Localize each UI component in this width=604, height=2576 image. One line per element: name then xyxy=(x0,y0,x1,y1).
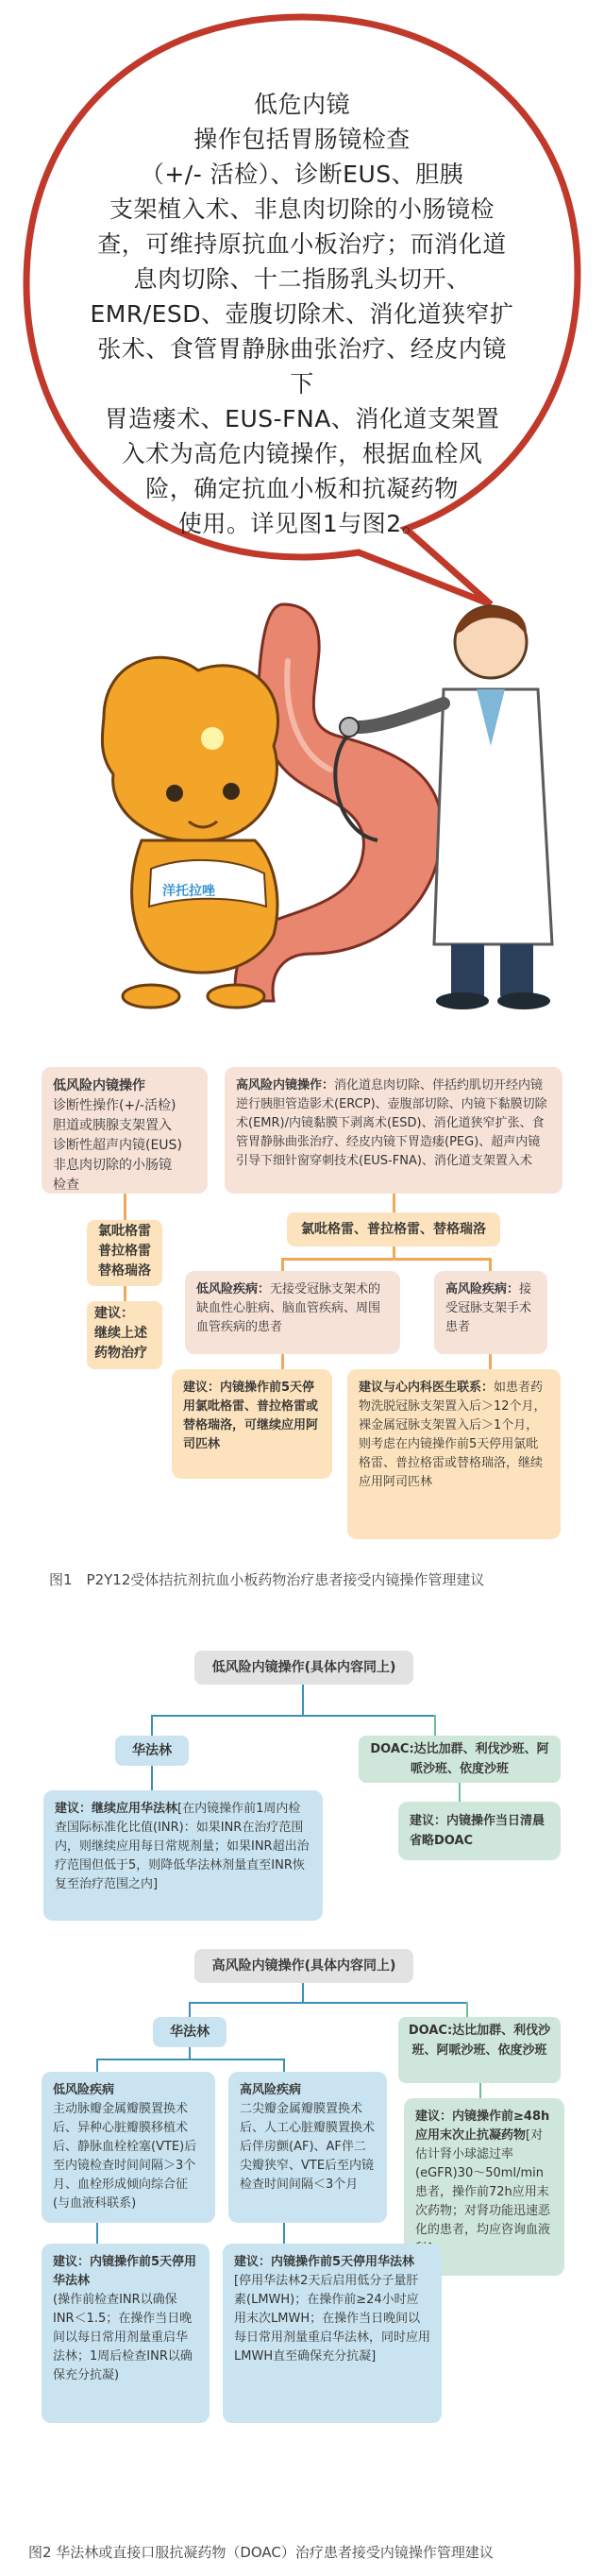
advice-high-title: 建议与心内科医生联系： xyxy=(359,1381,495,1395)
advice-text: (操作前检查INR以确保INR＜1.5；在操作当日晚间以每日常用剂量重启华法林；1周后检查INR以确保充分抗凝) xyxy=(53,2293,193,2382)
f2-low-risk-disease xyxy=(42,2072,215,2223)
advice-text: [对估计肾小球滤过率(eGFR)30～50ml/min患者，操作前72h应用末次药物；对肾功能迅速恶化的患者，均应咨询血液 xyxy=(415,2128,551,2237)
connector xyxy=(151,1766,153,1790)
figure-1-caption: 图1 P2Y12受体拮抗剂抗血小板药物治疗患者接受内镜操作管理建议 xyxy=(49,1571,485,1588)
f2-high-risk-title: 高风险内镜操作(具体内容同上) xyxy=(194,1949,413,1983)
disease-text: 主动脉瓣金属瓣膜置换术后、异种心脏瓣膜移植术后、静脉血栓栓塞(VTE)后至内镜检查时间间隔＞3个月、血栓形成倾向综合征(与血液科联系) xyxy=(53,2102,197,2211)
connector xyxy=(124,1286,126,1301)
f2-doac-low: DOAC:达比加群、利伐沙班、阿哌沙班、依度沙班 xyxy=(359,1736,561,1783)
low-risk-item: 非息肉切除的小肠镜 xyxy=(53,1158,172,1173)
f2-warfarin-low-advice xyxy=(43,1790,323,1921)
advice-text: [停用华法林2天后启用低分子量肝素(LMWH)；在操作前≥24小时应用末次LMWH；在操作当日晚间以每日常用剂量重启华法林，同时应用LMWH直至确保充分抗凝] xyxy=(234,2274,431,2364)
bubble-line: 支架植入术、非息肉切除的小肠镜检 xyxy=(109,195,495,223)
connector xyxy=(283,2059,285,2072)
low-risk-title: 低风险内镜操作 xyxy=(53,1078,145,1093)
illustration xyxy=(0,0,604,1034)
bubble-line: 使用。详见图1与图2。 xyxy=(177,510,427,537)
disease-title: 低风险疾病 xyxy=(53,2083,115,2097)
connector xyxy=(189,2047,191,2059)
connector xyxy=(489,1354,492,1369)
figure-1 xyxy=(0,1058,604,1596)
disease-title: 高风险疾病 xyxy=(240,2083,302,2097)
connector xyxy=(393,1246,395,1258)
connector xyxy=(466,2002,468,2017)
low-risk-box xyxy=(42,1067,208,1194)
connector xyxy=(281,1258,284,1271)
f2-high-risk-disease xyxy=(228,2072,387,2223)
bubble-line: 入术为高危内镜操作，根据血栓风 xyxy=(121,440,483,467)
mascot-drawing xyxy=(102,657,277,1008)
left-advice-box xyxy=(87,1301,162,1369)
connector xyxy=(151,1715,434,1717)
connector xyxy=(393,1194,395,1212)
connector xyxy=(479,2083,481,2098)
f2-doac-high: DOAC:达比加群、利伐沙班、阿哌沙班、依度沙班 xyxy=(398,2017,561,2083)
f2-low-risk-advice xyxy=(42,2244,210,2423)
high-risk-disease-title: 高风险疾病： xyxy=(445,1282,520,1296)
f2-high-risk-advice xyxy=(223,2244,442,2423)
connector xyxy=(96,2059,98,2072)
disease-text: 二尖瓣金属瓣膜置换术后、人工心脏瓣膜置换术后伴房颤(AF)、AF伴二尖瓣狭窄、VTE后至内镜检查时间间隔＜3个月 xyxy=(240,2102,376,2192)
high-risk-disease-text: 接受冠脉支架手术患者 xyxy=(445,1282,532,1334)
connector xyxy=(96,2059,285,2060)
connector xyxy=(281,1258,491,1261)
high-risk-box xyxy=(225,1067,562,1194)
advice-line: 药物治疗 xyxy=(94,1346,147,1361)
f2-warfarin-high: 华法林 xyxy=(153,2017,226,2047)
advice-text: [在内镜操作前1周内检查国际标准化比值(INR)：如果INR在治疗范围内，则继续应用每日常规剂量；如果INR超出治疗范围但低于5，则降低华法林剂量直至INR恢复至治疗范围之内] xyxy=(55,1802,310,1891)
bubble-line: 查，可维持原抗血小板治疗；而消化道 xyxy=(97,230,507,258)
connector xyxy=(283,2223,285,2244)
connector xyxy=(302,1983,304,2002)
f2-low-risk-title: 低风险内镜操作(具体内容同上) xyxy=(194,1651,413,1685)
connector xyxy=(189,2002,191,2017)
figure-2 xyxy=(0,1643,604,2576)
bubble-line: 息肉切除、十二指肠乳头切开、 xyxy=(133,265,471,293)
bubble-line: 低危内镜 xyxy=(253,91,350,118)
low-risk-item: 诊断性操作(+/-活检) xyxy=(53,1098,176,1113)
connector xyxy=(302,1685,304,1715)
low-risk-disease-box xyxy=(185,1271,400,1354)
bubble-line: 操作包括胃肠镜检查 xyxy=(193,126,411,153)
high-risk-disease-box xyxy=(434,1271,547,1354)
mascot-label: 洋托拉唑 xyxy=(162,884,215,899)
f2-warfarin-low: 华法林 xyxy=(115,1736,189,1766)
advice-high-text: 如患者药物洗脱冠脉支架置入后＞12个月，裸金属冠脉支架置入后＞1个月，则考虑在内镜操作前5天停用氯吡格雷、普拉格雷或替格瑞洛，继续应用阿司匹林 xyxy=(359,1381,546,1489)
low-risk-disease-text: 无接受冠脉支架术的缺血性心脏病、脑血管疾病、周围血管疾病的患者 xyxy=(196,1282,381,1334)
advice-title: 建议：内镜操作前≥48h应用末次止抗凝药物 xyxy=(415,2110,550,2143)
drug-name: 氯吡格雷 xyxy=(98,1224,151,1239)
connector xyxy=(459,1783,461,1802)
f2-doac-low-advice: 建议：内镜操作当日清晨省略DOAC xyxy=(398,1802,561,1860)
low-risk-item: 诊断性超声内镜(EUS) xyxy=(53,1138,182,1153)
advice-title: 建议：内镜操作前5天停用华法林 xyxy=(234,2255,415,2269)
advice-title: 建议：继续应用华法林 xyxy=(55,1802,178,1816)
connector xyxy=(489,1258,492,1271)
connector xyxy=(281,1354,284,1369)
left-drugs-box xyxy=(87,1220,162,1286)
low-risk-item: 胆道或胰腺支架置入 xyxy=(53,1118,172,1133)
drug-name: 替格瑞洛 xyxy=(98,1263,151,1279)
connector xyxy=(124,1194,126,1220)
bubble-text xyxy=(87,87,517,541)
low-risk-item: 检查 xyxy=(53,1178,79,1193)
bubble-line: 险，确定抗血小板和抗凝药物 xyxy=(145,475,459,502)
advice-low-disease-box: 建议：内镜操作前5天停用氯吡格雷、普拉格雷或替格瑞洛，可继续应用阿司匹林 xyxy=(172,1369,332,1479)
bubble-line: （+/- 活检）、诊断EUS、胆胰 xyxy=(140,161,464,188)
bubble-line: 张术、食管胃静脉曲张治疗、经皮内镜下 xyxy=(97,335,507,398)
connector xyxy=(96,2223,98,2244)
high-risk-text: 消化道息肉切除、伴括约肌切开经内镜逆行胰胆管造影术(ERCP)、壶腹部切除、内镜下黏膜切除术(EMR)/内镜黏膜下剥离术(ESD)、消化道狭窄扩张、食管胃静脉曲张治疗、经皮内镜下胃造瘘(PEG)、超声内镜引导下细针窗穿刺技术(EUS-FNA)、消化道支架置入术 xyxy=(236,1078,547,1168)
figure-2-caption: 图2 华法林或直接口服抗凝药物（DOAC）治疗患者接受内镜操作管理建议 xyxy=(28,2544,494,2561)
bubble-line: EMR/ESD、壶腹切除术、消化道狭窄扩 xyxy=(90,300,514,328)
advice-high-disease-box xyxy=(347,1369,561,1539)
low-risk-disease-title: 低风险疾病： xyxy=(196,1282,271,1296)
connector xyxy=(151,1715,153,1736)
high-risk-title: 高风险内镜操作： xyxy=(236,1078,335,1093)
advice-line: 继续上述 xyxy=(94,1326,147,1341)
drug-name: 普拉格雷 xyxy=(98,1244,151,1259)
connector xyxy=(189,2002,468,2004)
connector xyxy=(434,1715,436,1736)
bubble-line: 胃造瘘术、EUS-FNA、消化道支架置 xyxy=(104,405,500,432)
advice-line: 建议： xyxy=(94,1306,134,1321)
advice-title: 建议：内镜操作前5天停用华法林 xyxy=(53,2255,197,2288)
right-drugs-box: 氯吡格雷、普拉格雷、替格瑞洛 xyxy=(287,1212,500,1246)
